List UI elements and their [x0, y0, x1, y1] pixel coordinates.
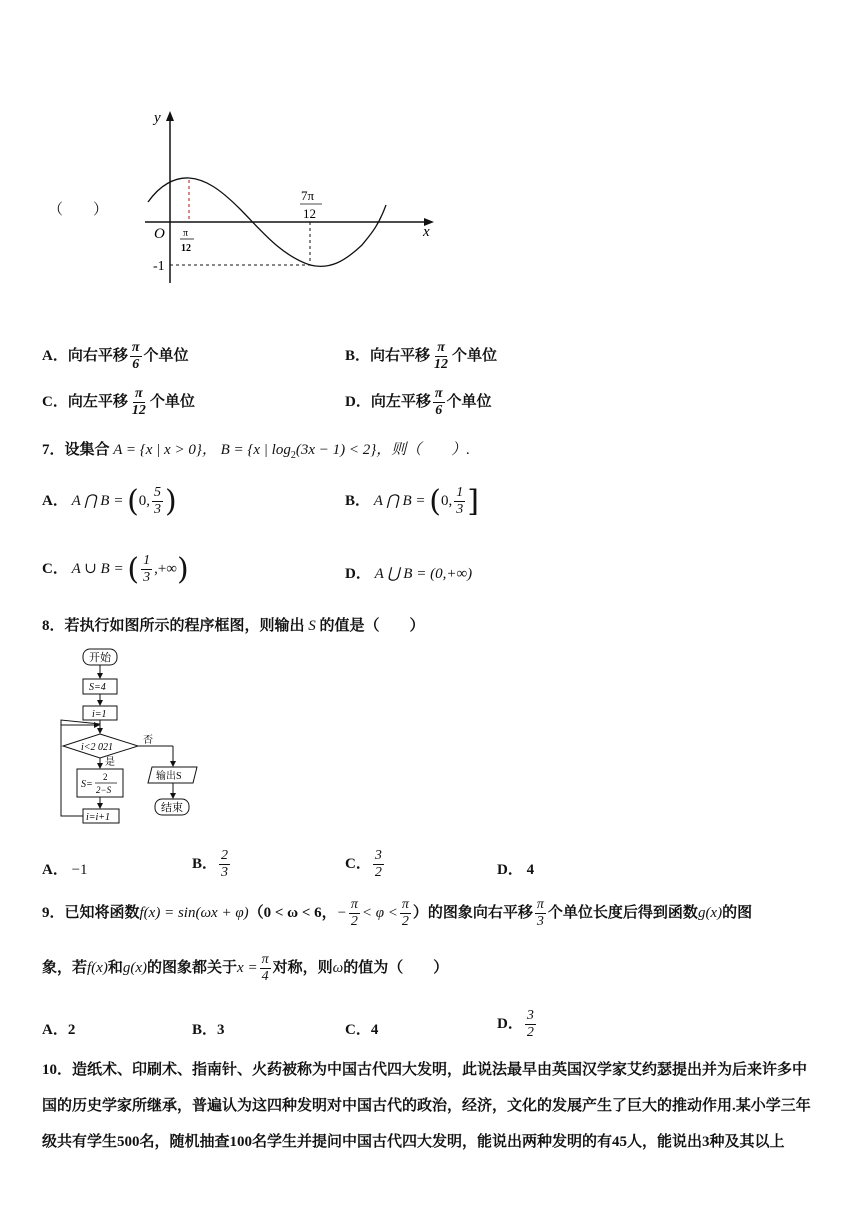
q7-option-b[interactable]: B． A ⋂ B = (0, $\frac{1}{3}$ ] — [345, 484, 479, 519]
flow-cond: i<2 021 — [81, 742, 114, 753]
minus-one-label: -1 — [153, 259, 165, 274]
q6-option-b[interactable]: B．向右平移 $\frac{\pi}{12}$ 个单位 — [345, 340, 498, 372]
q8-flowchart — [55, 645, 215, 835]
q6-option-d[interactable]: D．向左平移 $\frac{\pi}{6}$ 个单位 — [345, 386, 492, 418]
q7-option-c[interactable]: C． A ∪ B = ( $\frac{1}{3}$ ,+∞) — [42, 552, 189, 587]
flow-assign-pre: S= — [81, 779, 93, 790]
q10-line3: 级共有学生500名，随机抽查100名学生并提问中国古代四大发明，能说出两种发明的有45人，能说出3种及其以上 — [42, 1134, 785, 1150]
q6-sine-graph — [130, 105, 440, 290]
q8-option-b[interactable]: B． $\frac{2}{3}$ — [192, 848, 229, 880]
q9-line1: 9．已知将函数f(x) = sin(ωx + φ)（0 < ω < 6，− $\frac{\pi}{2}$ < φ < $\frac{\pi}{2}$ ）的图象向右平移 $\frac{\pi}{3}$ 个单位长度后得到函数g(x)的图 — [42, 897, 753, 929]
flow-loop-line — [61, 720, 100, 816]
flow-start: 开始 — [89, 652, 111, 664]
q9-option-b[interactable]: B．3 — [192, 1022, 225, 1038]
flow-assign-num: 2 — [103, 772, 108, 782]
flow-i1: i=1 — [92, 709, 107, 720]
q9-option-d[interactable]: D． $\frac{3}{2}$ — [497, 1008, 534, 1040]
y-axis-arrow — [166, 111, 174, 121]
flow-no: 否 — [143, 735, 153, 746]
q7-option-a[interactable]: A． A ⋂ B = (0, $\frac{5}{3}$ ) — [42, 484, 177, 519]
tick-7pi-num: 7π — [301, 188, 315, 203]
q6-option-c[interactable]: C．向左平移 $\frac{\pi}{12}$ 个单位 — [42, 386, 195, 418]
y-label: y — [154, 110, 161, 126]
q9-line2: 象，若f(x)和g(x)的图象都关于x = $\frac{\pi}{4}$ 对称，则ω的值为（ ） — [42, 952, 449, 984]
x-label: x — [423, 224, 430, 240]
tick-pi-num: π — [183, 228, 189, 239]
q6-answer-paren: （ ） — [48, 202, 109, 218]
origin-label: O — [154, 226, 165, 242]
q9-option-c[interactable]: C．4 — [345, 1022, 379, 1038]
q8-option-a[interactable]: A． −1 — [42, 862, 88, 878]
flow-s4: S=4 — [89, 682, 106, 693]
q8-option-d[interactable]: D． 4 — [497, 862, 535, 878]
flow-out: 输出S — [156, 771, 182, 782]
flow-inc: i=i+1 — [86, 812, 111, 823]
q9-option-a[interactable]: A．2 — [42, 1022, 76, 1038]
q7-stem: 7．设集合 A = {x | x > 0}， B = {x | $\log_2(3x - 1) < 2$}，则（ ）. — [42, 442, 470, 461]
flow-assign-den: 2−S — [96, 785, 112, 795]
q8-stem: 8．若执行如图所示的程序框图，则输出 S 的值是（ ） — [42, 618, 425, 634]
q8-option-c[interactable]: C． $\frac{3}{2}$ — [345, 848, 382, 880]
flow-end: 结束 — [161, 802, 183, 814]
q10-line2: 国的历史学家所继承，普遍认为这四种发明对中国古代的政治，经济，文化的发展产生了巨大的推动作用.某小学三年 — [42, 1098, 811, 1114]
q10-line1: 10．造纸术、印刷术、指南针、火药被称为中国古代四大发明，此说法最早由英国汉学家艾约瑟提出并为后来许多中 — [42, 1062, 808, 1078]
tick-7pi-den: 12 — [303, 206, 316, 221]
q6-option-a[interactable]: A．向右平移 $\frac{\pi}{6}$ 个单位 — [42, 340, 189, 372]
tick-pi-den: 12 — [181, 243, 191, 254]
flow-yes: 是 — [105, 757, 115, 768]
q7-option-d[interactable]: D． A ⋃ B = (0,+∞) — [345, 566, 473, 582]
